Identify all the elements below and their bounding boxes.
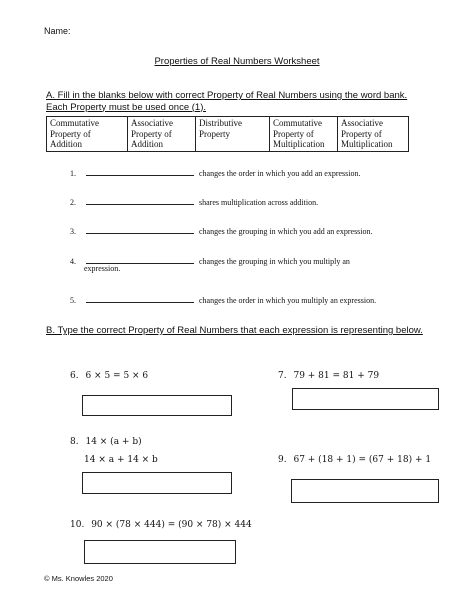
answer-box-6[interactable] bbox=[82, 395, 232, 416]
item-number: 4. bbox=[70, 257, 76, 266]
fill-in-item-5 bbox=[70, 293, 376, 305]
item-number: 10. bbox=[70, 520, 85, 530]
item-number: 2. bbox=[70, 198, 76, 207]
item-text: changes the order in which you multiply an expression. bbox=[199, 296, 377, 305]
worksheet-title: Properties of Real Numbers Worksheet bbox=[154, 56, 320, 67]
expression: 6 × 5 = 5 × 6 bbox=[85, 371, 149, 381]
section-a-instructions: A. Fill in the blanks below with correct Property of Real Numbers using the word bank. Each Property must be used once (1). bbox=[46, 90, 408, 113]
item-text: changes the grouping in which you multiply an bbox=[199, 257, 350, 266]
answer-box-10[interactable] bbox=[84, 540, 236, 564]
item-text: shares multiplication across addition. bbox=[199, 198, 319, 207]
expression-item-9 bbox=[278, 455, 431, 465]
expression: 79 + 81 = 81 + 79 bbox=[293, 371, 380, 381]
answer-blank[interactable] bbox=[86, 293, 194, 303]
word-bank-cell: Commutative Property of Addition bbox=[47, 117, 128, 152]
word-bank-cell: Associative Property of Multiplication bbox=[338, 117, 409, 152]
expression-item-6 bbox=[70, 371, 148, 381]
word-bank-cell: Commutative Property of Multiplication bbox=[270, 117, 338, 152]
answer-box-7[interactable] bbox=[292, 388, 439, 410]
answer-blank[interactable] bbox=[86, 166, 194, 176]
section-b-instructions: B. Type the correct Property of Real Numbers that each expression is representing below. bbox=[46, 325, 423, 336]
item-number: 1. bbox=[70, 169, 76, 178]
item-number: 8. bbox=[70, 437, 79, 447]
expression-item-8 bbox=[70, 437, 142, 447]
name-label: Name: bbox=[44, 26, 71, 36]
copyright-footer: © Ms. Knowles 2020 bbox=[44, 574, 113, 583]
expression-item-7 bbox=[278, 371, 379, 381]
answer-blank[interactable] bbox=[86, 224, 194, 234]
item-number: 3. bbox=[70, 227, 76, 236]
word-bank-cell: Distributive Property bbox=[196, 117, 270, 152]
expression-item-10 bbox=[70, 520, 252, 530]
item-number: 9. bbox=[278, 455, 287, 465]
item-4-continuation: expression. bbox=[84, 264, 121, 273]
expression: 67 + (18 + 1) = (67 + 18) + 1 bbox=[293, 455, 432, 465]
word-bank-cell: Associative Property of Addition bbox=[128, 117, 196, 152]
expression-item-8-expanded: 14 × a + 14 × b bbox=[84, 455, 158, 465]
fill-in-item-2 bbox=[70, 195, 318, 207]
fill-in-item-1 bbox=[70, 166, 361, 178]
answer-blank[interactable] bbox=[86, 254, 194, 264]
word-bank-table bbox=[46, 116, 409, 152]
expression: 90 × (78 × 444) = (90 × 78) × 444 bbox=[91, 520, 252, 530]
item-number: 6. bbox=[70, 371, 79, 381]
item-number: 5. bbox=[70, 296, 76, 305]
expression: 14 × (a + b) bbox=[85, 437, 142, 447]
answer-blank[interactable] bbox=[86, 195, 194, 205]
fill-in-item-3 bbox=[70, 224, 373, 236]
answer-box-9[interactable] bbox=[291, 479, 439, 503]
item-text: changes the order in which you add an expression. bbox=[199, 169, 361, 178]
item-text: changes the grouping in which you add an expression. bbox=[199, 227, 373, 236]
item-number: 7. bbox=[278, 371, 287, 381]
answer-box-8[interactable] bbox=[82, 472, 232, 494]
